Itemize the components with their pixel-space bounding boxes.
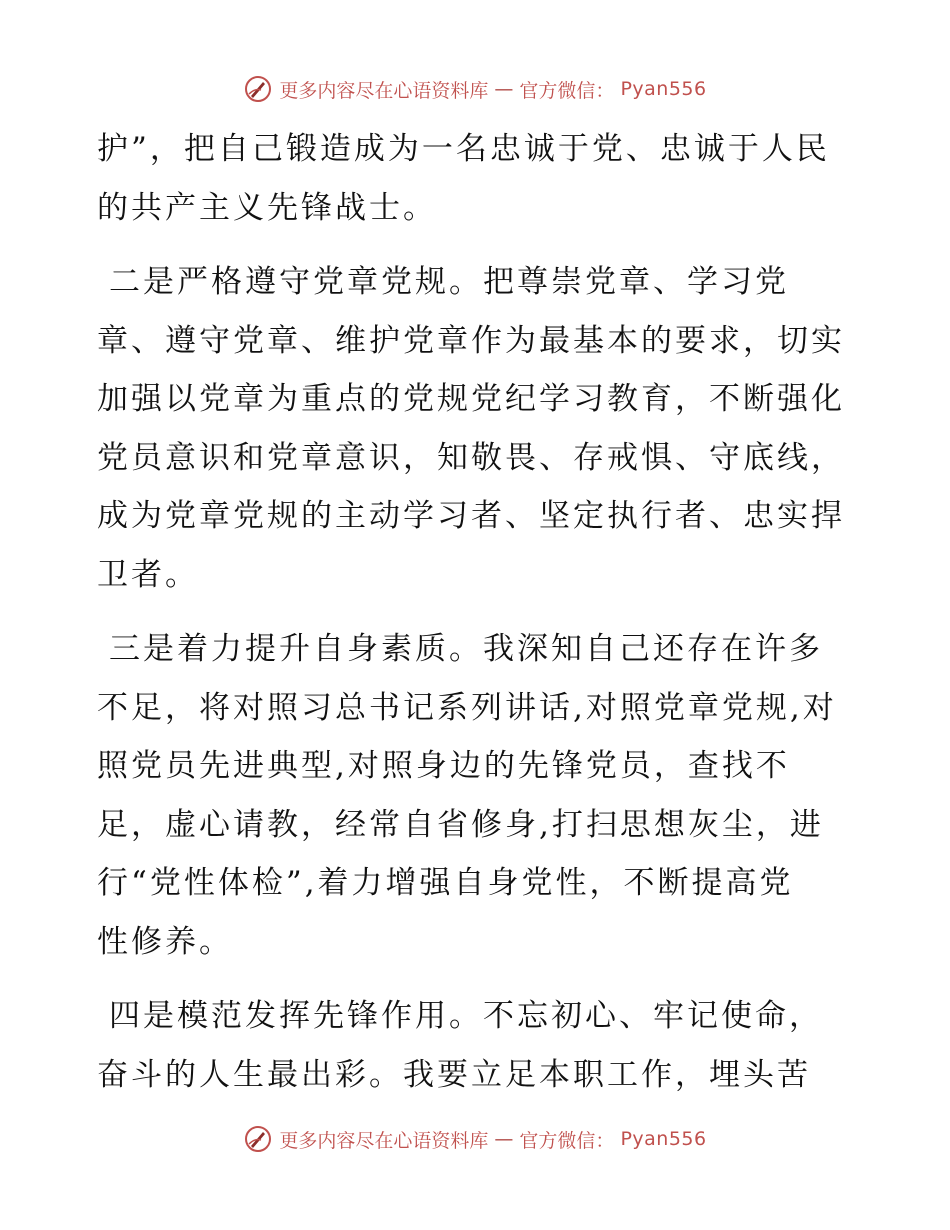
- watermark-separator: —: [494, 1128, 514, 1150]
- text-line: 章、遵守党章、维护党章作为最基本的要求，切实: [97, 322, 845, 359]
- text-line: 党员意识和党章意识，知敬畏、存戒惧、守底线，: [97, 439, 845, 476]
- paragraph-point-four: [97, 987, 857, 1104]
- text-line: 不足，将对照习总书记系列讲话,对照党章党规,对: [97, 689, 837, 726]
- feather-pen-circle-icon: [243, 1124, 273, 1154]
- text-line: 二是严格遵守党章党规。把尊崇党章、学习党: [109, 264, 789, 300]
- header-watermark: [0, 74, 950, 104]
- paragraph-point-three: [97, 620, 857, 971]
- text-line: 照党员先进典型,对照身边的先锋党员，查找不: [97, 748, 790, 784]
- footer-watermark: [0, 1124, 950, 1154]
- text-line: 卫者。: [97, 556, 199, 593]
- text-line: 护”，把自己锻造成为一名忠诚于党、忠诚于人民: [97, 131, 830, 167]
- watermark-text: 更多内容尽在心语资料库: [279, 79, 489, 102]
- text-line: 加强以党章为重点的党规党纪学习教育，不断强化: [97, 381, 845, 417]
- paragraph-point-two: [97, 253, 857, 604]
- watermark-handle: Pyan556: [620, 1128, 707, 1150]
- watermark-label: 官方微信：: [519, 1129, 615, 1152]
- text-line: 的共产主义先锋战士。: [97, 189, 437, 226]
- document-body: [97, 120, 857, 1104]
- text-line: 三是着力提升自身素质。我深知自己还存在许多: [109, 631, 823, 667]
- watermark-handle: Pyan556: [620, 78, 707, 100]
- feather-pen-circle-icon: [243, 74, 273, 104]
- text-line: 行“党性体检”,着力增强自身党性，不断提高党: [97, 865, 794, 901]
- text-line: 足，虚心请教，经常自省修身,打扫思想灰尘，进: [97, 806, 824, 843]
- watermark-separator: —: [494, 78, 514, 100]
- watermark-text: 更多内容尽在心语资料库: [279, 1129, 489, 1152]
- text-line: 四是模范发挥先锋作用。不忘初心、牢记使命，: [109, 998, 823, 1034]
- paragraph-continuation: [97, 120, 857, 237]
- text-line: 奋斗的人生最出彩。我要立足本职工作，埋头苦: [97, 1056, 811, 1093]
- watermark-label: 官方微信：: [519, 79, 615, 102]
- text-line: 性修养。: [97, 923, 233, 960]
- text-line: 成为党章党规的主动学习者、坚定执行者、忠实捍: [97, 498, 845, 534]
